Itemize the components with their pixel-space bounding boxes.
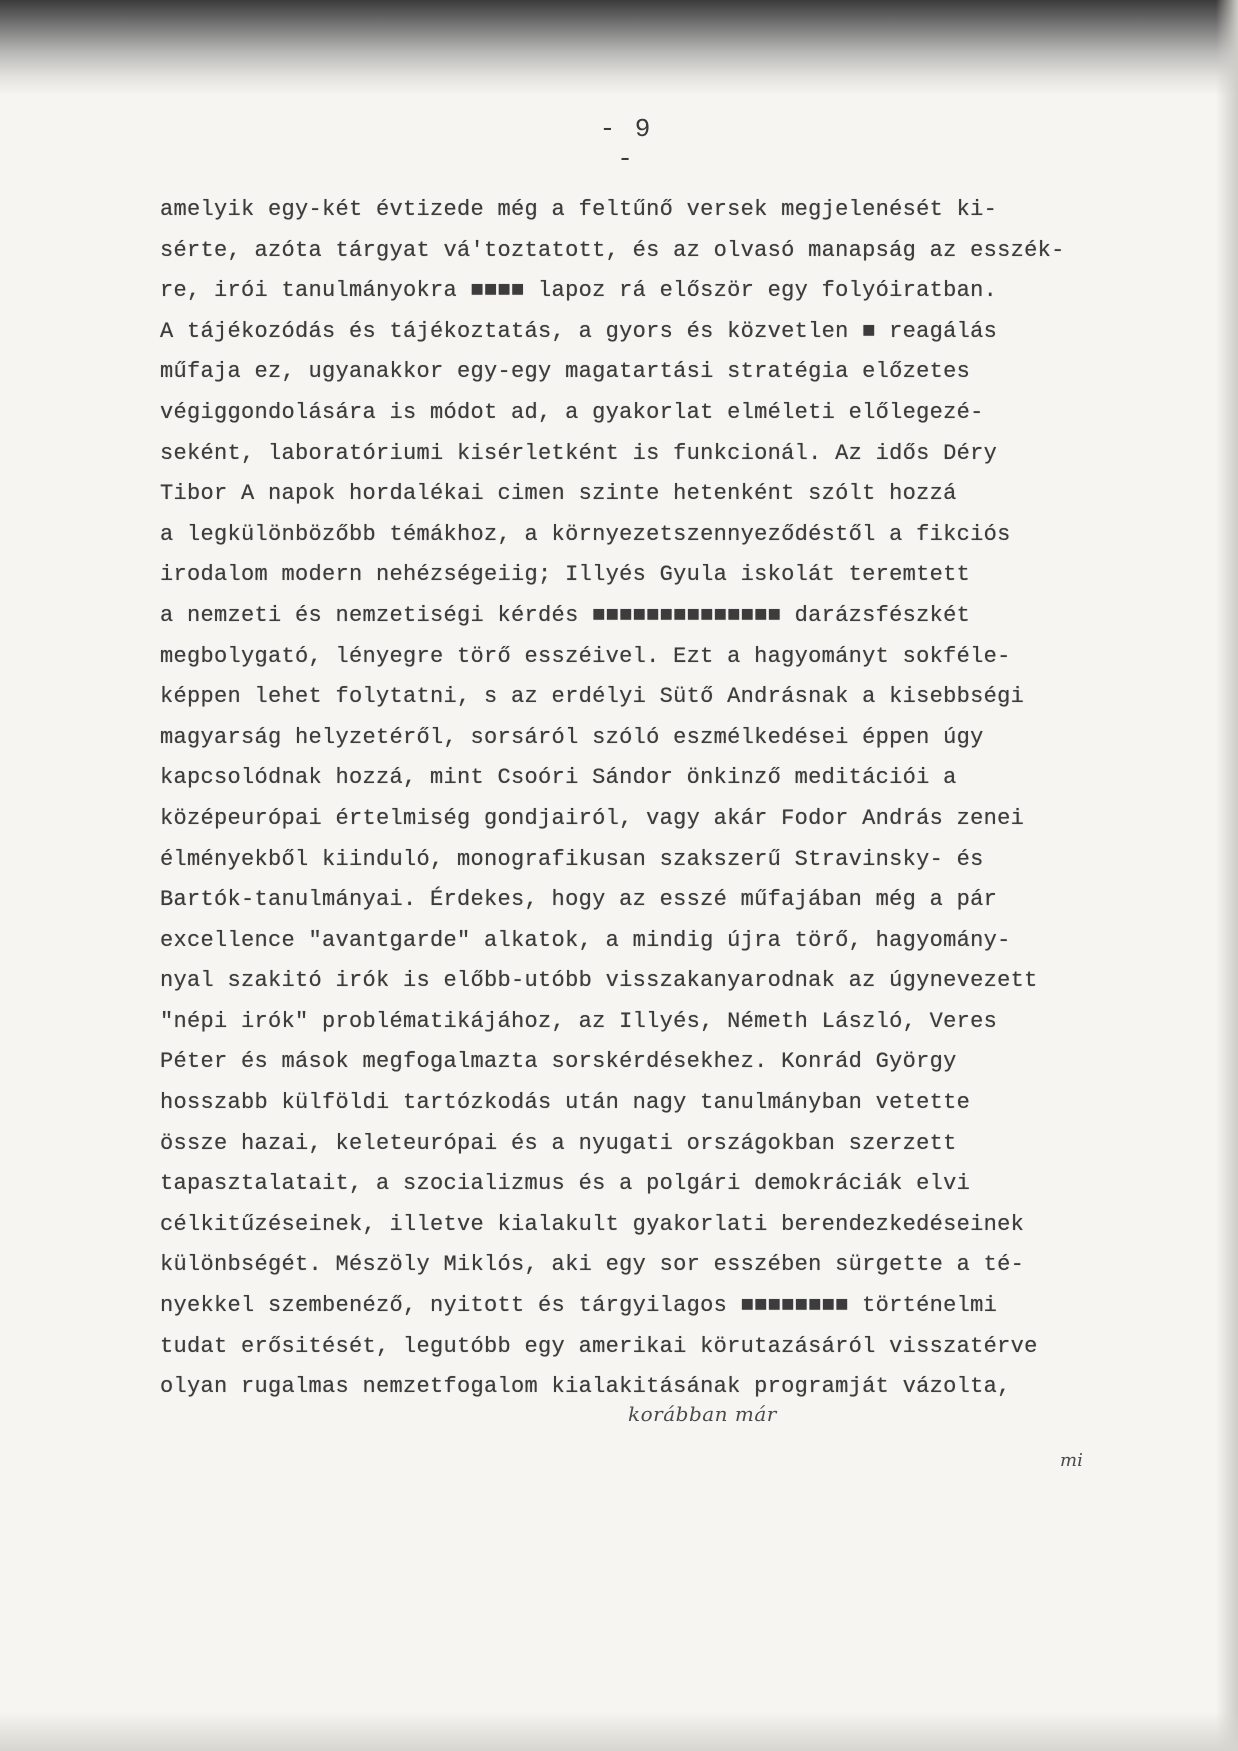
text-line: képpen lehet folytatni, s az erdélyi Sütő Andrásnak a kisebbségi [160, 684, 1025, 710]
scan-top-shadow [0, 0, 1238, 96]
text-line: excellence "avantgarde" alkatok, a mindig újra törő, hagyomány- [160, 927, 1011, 953]
text-line: irodalom modern nehézségeiig; Illyés Gyula iskolát teremtett [160, 562, 971, 588]
scan-right-edge [1216, 0, 1238, 1751]
text-line: célkitűzéseinek, illetve kialakult gyakorlati berendezkedéseinek [160, 1211, 1025, 1237]
text-line: amelyik egy-két évtizede még a feltűnő versek megjelenését ki- [160, 197, 998, 222]
text-line: középeurópai értelmiség gondjairól, vagy akár Fodor András zenei [160, 805, 1025, 831]
handwritten-superscript: mi [1060, 1450, 1083, 1471]
text-line: végiggondolására is módot ad, a gyakorlat elméleti előlegezé- [160, 399, 984, 425]
text-line: A tájékozódás és tájékoztatás, a gyors és közvetlen ■ reagálás [160, 318, 998, 344]
text-line: tudat erősitését, legutóbb egy amerikai körutazásáról visszatérve [160, 1333, 1038, 1359]
text-line: Péter és mások megfogalmazta sorskérdésekhez. Konrád György [160, 1049, 957, 1075]
text-line: a legkülönbözőbb témákhoz, a környezetszennyeződéstől a fikciós [160, 521, 1011, 547]
text-line: műfaja ez, ugyanakkor egy-egy magatartási stratégia előzetes [160, 359, 971, 385]
text-line: re, irói tanulmányokra ■■■■ lapoz rá először egy folyóiratban. [160, 278, 998, 304]
text-line: a nemzeti és nemzetiségi kérdés ■■■■■■■■■■■■■■ darázsfészkét [160, 602, 971, 628]
text-line: "népi irók" problématikájához, az Illyés, Németh László, Veres [160, 1008, 998, 1034]
scan-bottom-edge [0, 1711, 1238, 1751]
text-line: olyan rugalmas nemzetfogalom kialakitásának programját vázolta, [160, 1374, 1011, 1400]
body-text [160, 190, 1120, 1408]
text-line: különbségét. Mészöly Miklós, aki egy sor esszében sürgette a té- [160, 1252, 1025, 1278]
text-line: nyekkel szembenéző, nyitott és tárgyilagos ■■■■■■■■ történelmi [160, 1293, 998, 1319]
text-line: nyal szakitó irók is előbb-utóbb visszakanyarodnak az úgynevezett [160, 968, 1038, 994]
text-line: hosszabb külföldi tartózkodás után nagy tanulmányban vetette [160, 1090, 971, 1116]
text-line: élményekből kiinduló, monografikusan szakszerű Stravinsky- és [160, 846, 984, 872]
text-line: Tibor A napok hordalékai cimen szinte hetenként szólt hozzá [160, 481, 957, 507]
text-line: megbolygató, lényegre törő esszéivel. Ezt a hagyományt sokféle- [160, 643, 1011, 669]
text-line: össze hazai, keleteurópai és a nyugati országokban szerzett [160, 1130, 957, 1156]
text-line: tapasztalatait, a szocializmus és a polgári demokráciák elvi [160, 1171, 971, 1197]
text-line: magyarság helyzetéről, sorsáról szóló eszmélkedései éppen úgy [160, 724, 984, 750]
text-line: Bartók-tanulmányai. Érdekes, hogy az esszé műfajában még a pár [160, 887, 998, 913]
handwritten-insert: korábban már [628, 1402, 777, 1426]
text-line: seként, laboratóriumi kisérletként is funkcionál. Az idős Déry [160, 440, 998, 466]
page-number: - 9 - [599, 114, 653, 174]
text-line: kapcsolódnak hozzá, mint Csoóri Sándor önkinző meditációi a [160, 765, 957, 791]
text-line: sérte, azóta tárgyat vá'toztatott, és az olvasó manapság az esszék- [160, 237, 1065, 263]
